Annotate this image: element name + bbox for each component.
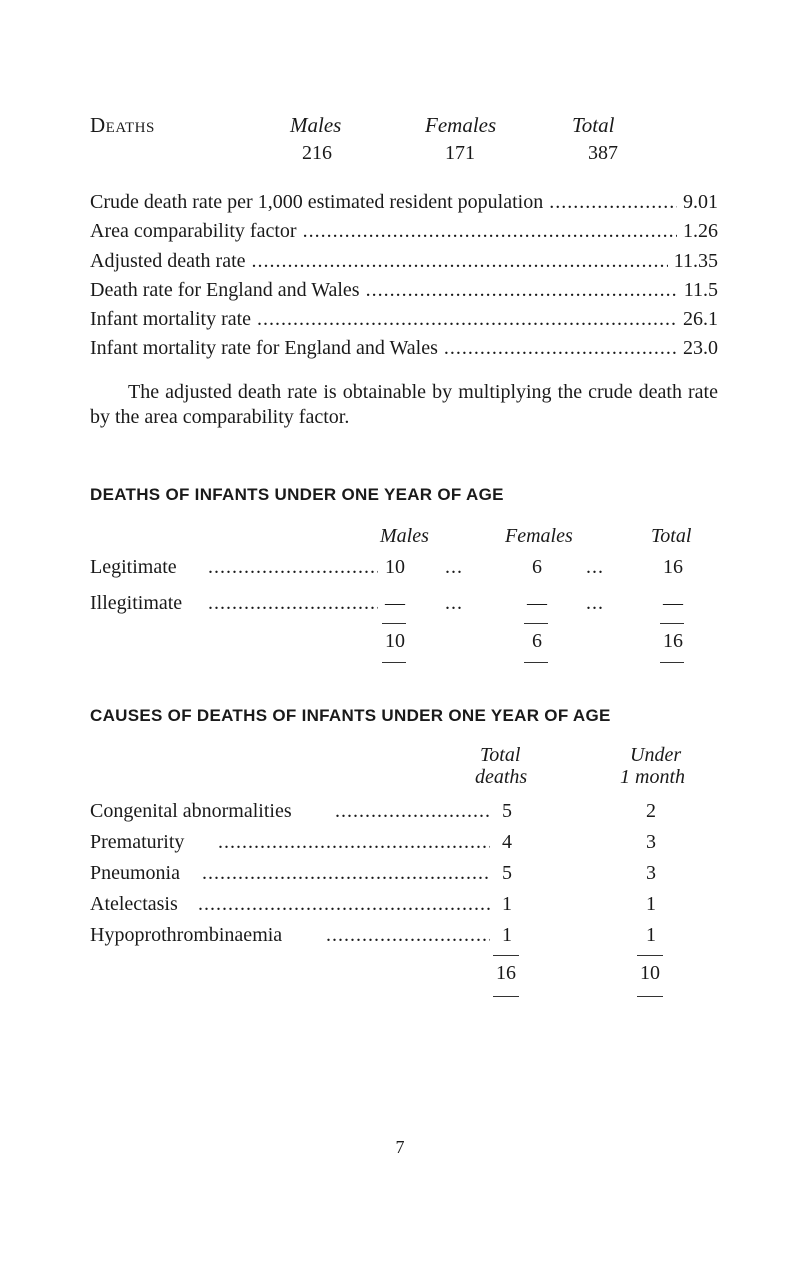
females-count: 171 bbox=[445, 142, 475, 164]
total-header: Total bbox=[572, 113, 615, 137]
rate-row bbox=[90, 191, 718, 214]
leader-dots bbox=[549, 191, 677, 214]
leader-dots bbox=[208, 556, 378, 579]
infants-cell: — bbox=[385, 592, 405, 614]
causes-header-under: Under bbox=[630, 744, 682, 766]
cause-label: Pneumonia bbox=[90, 862, 180, 884]
infants-cell: — bbox=[663, 592, 683, 614]
infants-cell: 10 bbox=[385, 556, 405, 578]
infants-cell: 6 bbox=[532, 556, 542, 578]
rate-value: 11.5 bbox=[683, 279, 718, 301]
rate-value: 1.26 bbox=[683, 220, 718, 242]
total-rule bbox=[660, 662, 684, 663]
infants-header-males: Males bbox=[380, 525, 429, 547]
cause-total: 4 bbox=[502, 831, 512, 853]
cause-total: 5 bbox=[502, 862, 512, 884]
page-number: 7 bbox=[395, 1137, 405, 1157]
causes-total-deaths: 16 bbox=[496, 962, 516, 984]
rate-value: 11.35 bbox=[673, 250, 718, 272]
causes-header-month: 1 month bbox=[620, 766, 685, 788]
cause-under: 3 bbox=[646, 831, 656, 853]
total-rule bbox=[637, 996, 663, 997]
leader-dots bbox=[335, 800, 490, 823]
cause-label: Prematurity bbox=[90, 831, 185, 853]
sum-rule bbox=[637, 955, 663, 956]
rate-value: 23.0 bbox=[683, 337, 718, 359]
leader-dots bbox=[202, 862, 490, 885]
total-rule bbox=[524, 662, 548, 663]
total-rule bbox=[493, 996, 519, 997]
cause-label: Hypoprothrombinaemia bbox=[90, 924, 283, 946]
sum-rule bbox=[660, 623, 684, 624]
females-header: Females bbox=[425, 113, 497, 137]
leader-dots: ... bbox=[586, 556, 604, 578]
leader-dots bbox=[326, 924, 490, 947]
infants-total-cell: 10 bbox=[385, 630, 405, 652]
causes-header-deaths: deaths bbox=[475, 766, 528, 788]
leader-dots bbox=[208, 592, 378, 615]
cause-under: 1 bbox=[646, 893, 656, 915]
rate-label: Infant mortality rate bbox=[90, 308, 252, 330]
cause-total: 1 bbox=[502, 893, 512, 915]
rate-row bbox=[90, 279, 718, 302]
rate-value: 26.1 bbox=[683, 308, 718, 330]
rate-label: Infant mortality rate for England and Wales bbox=[90, 337, 438, 359]
causes-header-total: Total bbox=[480, 744, 521, 766]
rate-row bbox=[90, 337, 718, 360]
leader-dots bbox=[218, 831, 490, 854]
males-header: Males bbox=[290, 113, 342, 137]
sum-rule bbox=[493, 955, 519, 956]
infants-cell: 16 bbox=[663, 556, 683, 578]
rate-row bbox=[90, 250, 718, 273]
infants-header-females: Females bbox=[505, 525, 573, 547]
rate-label: Adjusted death rate bbox=[90, 250, 246, 272]
leader-dots bbox=[252, 250, 668, 273]
leader-dots: ... bbox=[445, 592, 463, 614]
rate-label: Area comparability factor bbox=[90, 220, 297, 242]
sum-rule bbox=[524, 623, 548, 624]
leader-dots bbox=[257, 308, 677, 331]
rate-label: Death rate for England and Wales bbox=[90, 279, 360, 301]
leader-dots: ... bbox=[445, 556, 463, 578]
infants-total-cell: 6 bbox=[532, 630, 542, 652]
cause-label: Congenital abnormalities bbox=[90, 800, 292, 822]
causes-total-under: 10 bbox=[640, 962, 660, 984]
note-paragraph: The adjusted death rate is obtainable by multiplying the crude death rate by the area comparability factor. bbox=[90, 381, 718, 428]
cause-label: Atelectasis bbox=[90, 893, 178, 915]
infants-cell: — bbox=[527, 592, 547, 614]
cause-total: 5 bbox=[502, 800, 512, 822]
rate-value: 9.01 bbox=[683, 191, 718, 213]
cause-under: 3 bbox=[646, 862, 656, 884]
males-count: 216 bbox=[302, 142, 332, 164]
cause-under: 2 bbox=[646, 800, 656, 822]
infants-total-cell: 16 bbox=[663, 630, 683, 652]
infants-header-total: Total bbox=[651, 525, 692, 547]
infants-section-title: DEATHS OF INFANTS UNDER ONE YEAR OF AGE bbox=[90, 485, 504, 504]
leader-dots bbox=[198, 893, 490, 916]
leader-dots: ... bbox=[586, 592, 604, 614]
total-count: 387 bbox=[588, 142, 618, 164]
leader-dots bbox=[366, 279, 678, 302]
cause-under: 1 bbox=[646, 924, 656, 946]
leader-dots bbox=[303, 220, 677, 243]
sum-rule bbox=[382, 623, 406, 624]
infants-row-label: Legitimate bbox=[90, 556, 177, 578]
deaths-title: Deaths bbox=[90, 113, 155, 137]
causes-section-title: CAUSES OF DEATHS OF INFANTS UNDER ONE YEAR OF AGE bbox=[90, 706, 611, 725]
infants-row-label: Illegitimate bbox=[90, 592, 183, 614]
rate-label: Crude death rate per 1,000 estimated resident population bbox=[90, 191, 544, 213]
rate-row bbox=[90, 220, 718, 243]
total-rule bbox=[382, 662, 406, 663]
leader-dots bbox=[444, 337, 677, 360]
rate-row bbox=[90, 308, 718, 331]
cause-total: 1 bbox=[502, 924, 512, 946]
